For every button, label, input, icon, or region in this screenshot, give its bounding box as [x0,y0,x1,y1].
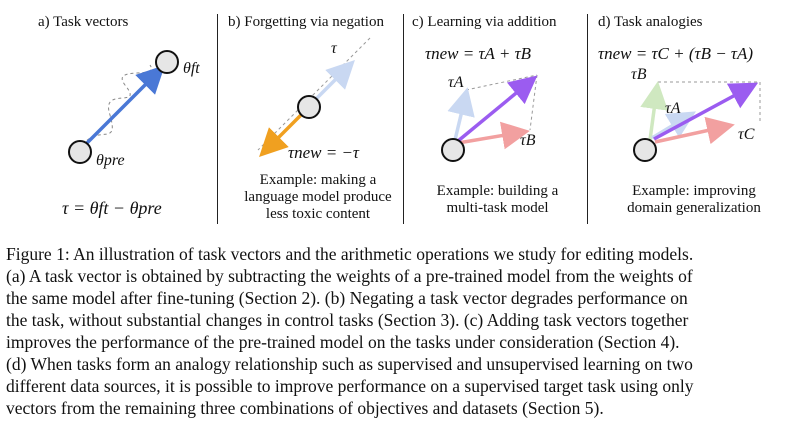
panel-c-desc [410,183,585,217]
panel-a-title: a) Task vectors [38,14,129,30]
panel-d-title: d) Task analogies [598,14,703,30]
panel-d-diagram [634,82,760,161]
panel-d-formula: τnew = τC + (τB − τA) [598,44,754,63]
panel-c-formula: τnew = τA + τB [425,44,532,63]
caption-line-4: the task, without substantial changes in control tasks (Section 3). (c) Adding task vectors together [6,310,689,330]
tau-arrow [312,65,350,103]
model-node [298,96,320,118]
panel-b-desc-line-1: Example: making a [259,172,377,188]
caption-line-8: vectors from the remaining three combinations of objectives and datasets (Section 5). [6,398,604,418]
caption-line-6: (d) When tasks form an analogy relationship such as supervised and unsupervised learning on two [6,354,693,374]
panel-a-diagram [69,51,178,163]
panel-d-desc-line-1: Example: improving [632,183,756,199]
model-node [634,139,656,161]
tau-a-arrow [455,94,466,140]
panel-d-desc-line-2: domain generalization [627,200,761,216]
caption-line-5: improves the performance of the pre-trained model on the tasks under consideration (Section 4). [6,332,680,352]
panel-b-desc-line-2: language model produce [244,189,392,205]
panel-c-title: c) Learning via addition [412,14,557,30]
parallelogram-edge-2 [530,75,537,130]
panel-b-formula: τnew = −τ [288,143,359,162]
panel-a-formula: τ = θft − θpre [62,198,162,218]
panel-b-desc-line-3: less toxic content [265,206,371,222]
caption-line-1: Figure 1: An illustration of task vectors and the arithmetic operations we study for editing models. [6,244,694,264]
panel-b-title: b) Forgetting via negation [228,14,384,30]
panel-d-desc [596,183,792,217]
caption-line-7: different data sources, it is possible to improve performance on a supervised target task using only [6,376,694,396]
label-tau: τ [331,40,337,57]
pretrained-node [69,141,91,163]
label-theta-pre: θpre [96,152,125,169]
negation-guide [258,38,370,150]
label-tau-a-c: τA [448,74,464,91]
label-theta-ft: θft [183,60,200,77]
model-node [442,139,464,161]
label-tau-c-d: τC [738,126,755,143]
task-vector-arrow [80,70,160,150]
label-tau-a-d: τA [665,100,681,117]
label-tau-b-c: τB [520,132,536,149]
caption-line-3: the same model after fine-tuning (Section 2). (b) Negating a task vector degrades performance on [6,288,688,308]
tau-b-arrow [650,88,657,140]
finetuned-node [156,51,178,73]
panel-b-desc [232,172,404,223]
panel-c-desc-line-1: Example: building a [436,183,559,199]
caption-line-2: (a) A task vector is obtained by subtracting the weights of a pre-trained model from the weights of [6,266,693,286]
panel-c-desc-line-2: multi-task model [446,200,549,216]
panel-b-diagram [258,38,370,152]
label-tau-b-d: τB [631,66,647,83]
